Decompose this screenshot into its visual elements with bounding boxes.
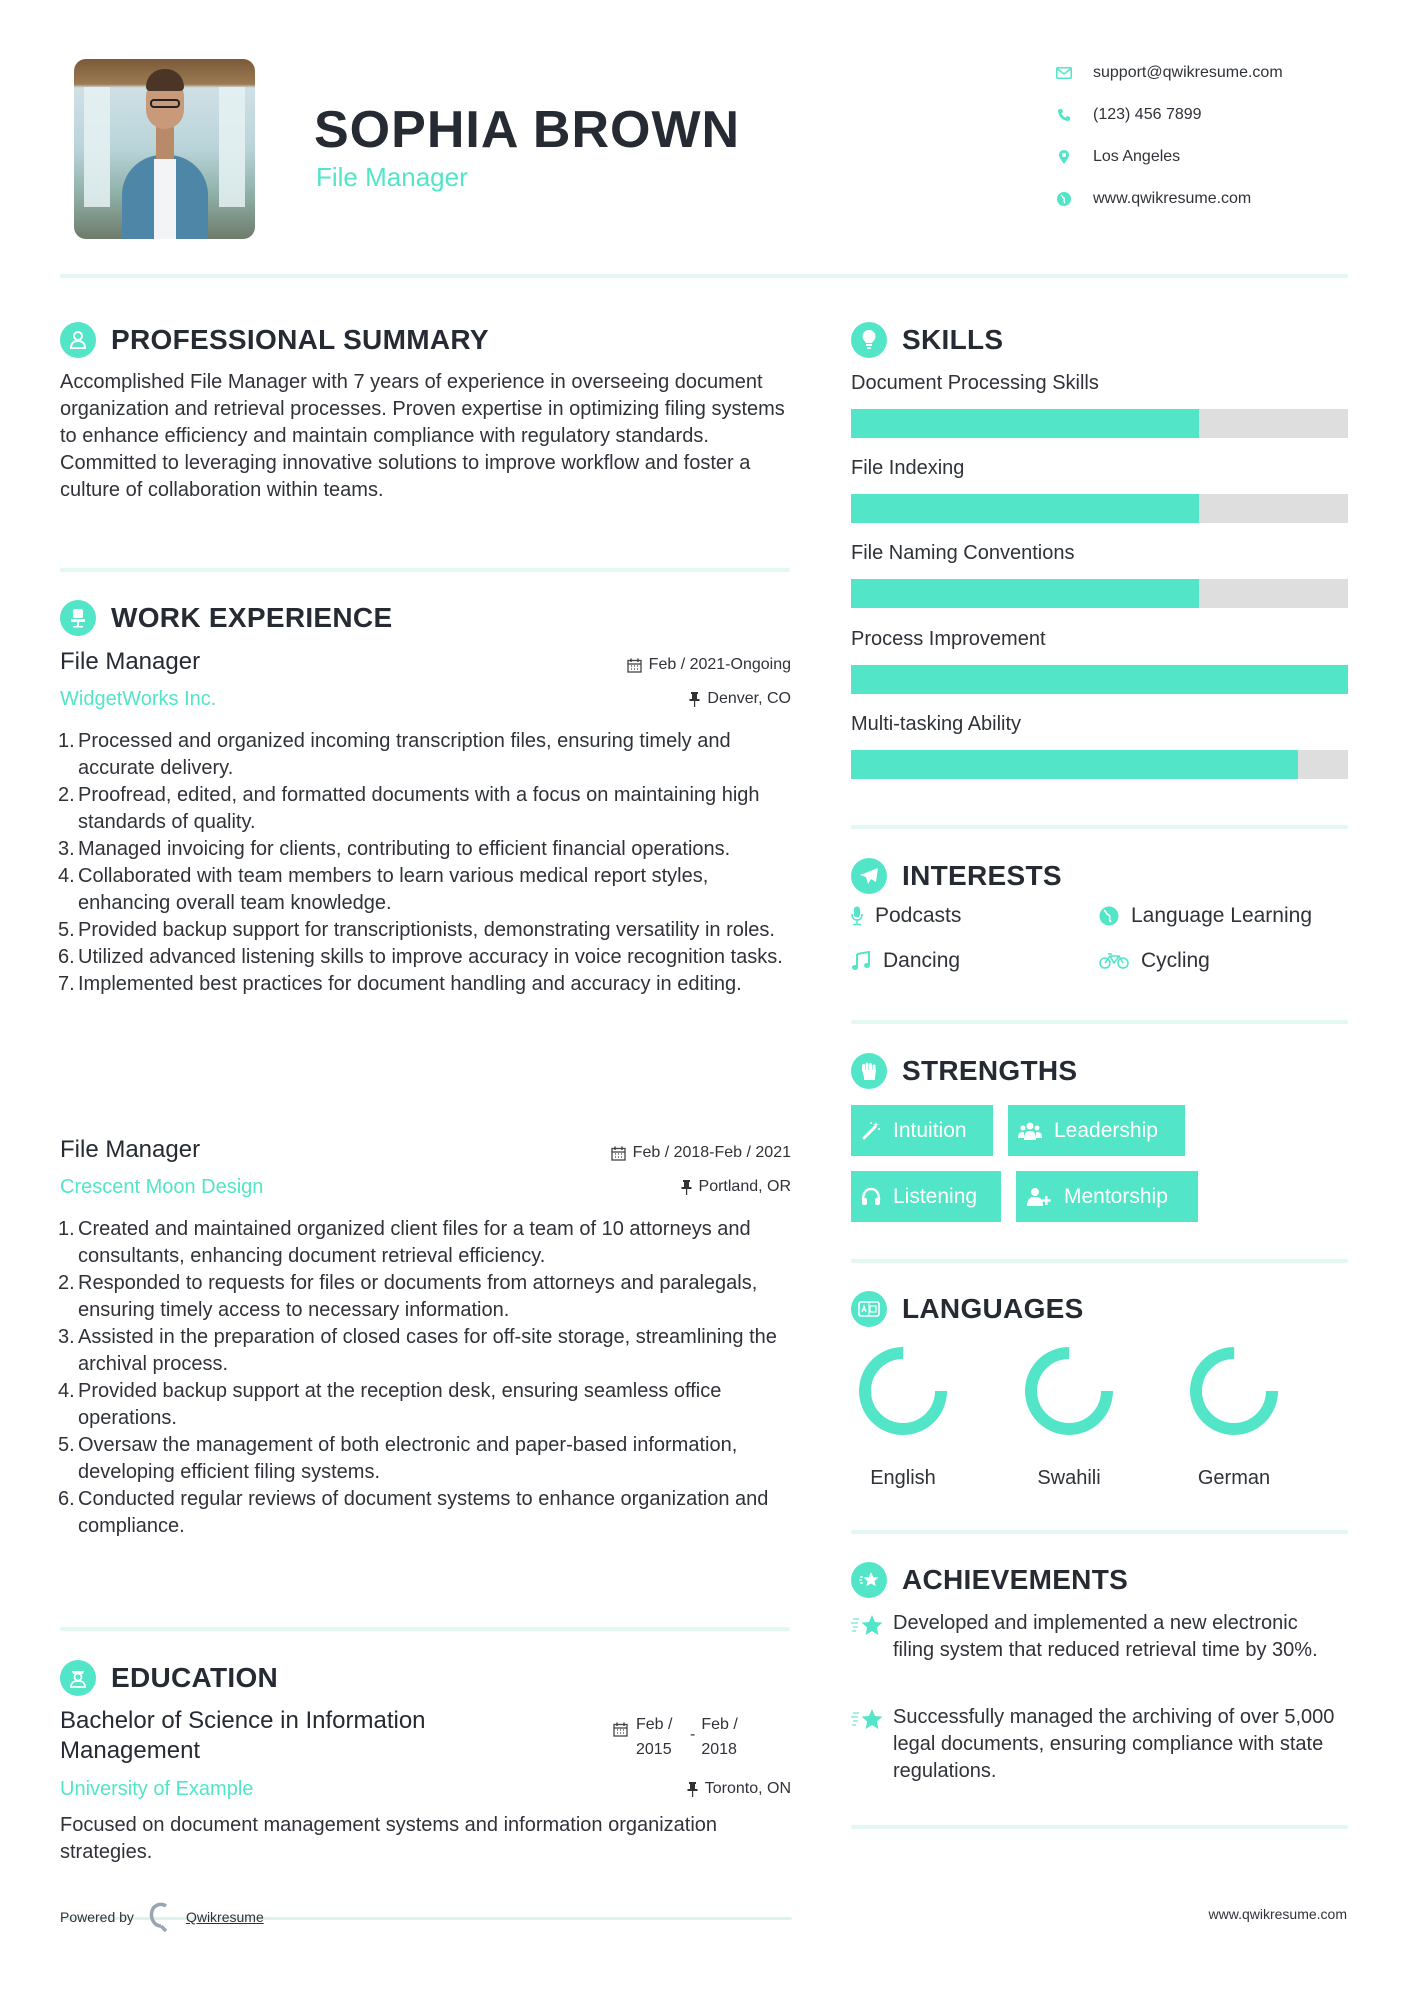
user-plus-icon [1026, 1187, 1052, 1207]
education-heading [60, 1660, 278, 1696]
photo-hair [146, 69, 184, 91]
language-label: German [1197, 1467, 1271, 1489]
strength-chip [1008, 1105, 1185, 1156]
strength-chip [851, 1105, 993, 1156]
job-company: Crescent Moon Design [60, 1176, 264, 1198]
skill-label: Process Improvement [851, 628, 1046, 650]
list-item: Assisted in the preparation of closed cases for off-site storage, streamlining the archival process. [78, 1326, 777, 1375]
job-company: WidgetWorks Inc. [60, 688, 217, 710]
experience-heading [60, 600, 392, 636]
photo-neck [156, 125, 174, 159]
skill-label: File Indexing [851, 457, 965, 479]
calendar-icon [627, 658, 642, 673]
education-location [687, 1780, 791, 1798]
contact-email[interactable] [1055, 52, 1283, 94]
interest-item [1099, 904, 1312, 928]
language-progress-ring [858, 1346, 948, 1436]
pushpin-icon [681, 1180, 692, 1195]
job-dates [611, 1144, 791, 1162]
job-bullets [60, 728, 790, 998]
job-dates [627, 656, 791, 674]
education-description: Focused on document management systems and information organization strategies. [60, 1814, 718, 1863]
languages-heading [851, 1291, 1084, 1327]
headphones-icon [861, 1187, 881, 1207]
calendar-icon [613, 1722, 628, 1737]
school-name: University of Example [60, 1778, 254, 1800]
chair-icon [60, 600, 96, 636]
list-item: Conducted regular reviews of document systems to enhance organization and compliance. [78, 1488, 769, 1537]
skill-bar [851, 494, 1348, 523]
contact-location [1055, 136, 1283, 178]
star-icon [851, 1610, 893, 1664]
language-label: Swahili [1037, 1467, 1101, 1489]
summary-text: Accomplished File Manager with 7 years of experience in overseeing document organization and retrieval processes. Proven expertise in optimizing filing systems to enhance efficiency and maintain compliance with regulatory standards. Committed to leveraging innovative solutions to improve workflow and foster a culture of collaboration within teams. [60, 371, 785, 501]
pushpin-icon [687, 1782, 698, 1797]
skills-heading [851, 322, 1003, 358]
list-item: Proofread, edited, and formatted documents with a focus on maintaining high standards of quality. [78, 784, 760, 833]
lightbulb-icon [851, 322, 887, 358]
qwikresume-link[interactable]: Qwikresume [185, 1909, 264, 1925]
paper-plane-icon [851, 858, 887, 894]
strengths-heading [851, 1053, 1077, 1089]
list-item: Implemented best practices for document handling and accuracy in editing. [78, 973, 742, 995]
summary-heading [60, 322, 489, 358]
interest-item [1099, 949, 1210, 973]
language-progress-ring [1024, 1346, 1114, 1436]
achievements-divider [851, 1825, 1348, 1829]
microphone-icon [851, 906, 863, 926]
job-dates-text: Feb / 2021-Ongoing [648, 656, 791, 673]
qwikresume-logo-icon [148, 1902, 174, 1932]
interest-item [851, 904, 961, 928]
languages-title: LANGUAGES [902, 1293, 1084, 1324]
skill-bar [851, 409, 1348, 438]
list-item: Utilized advanced listening skills to improve accuracy in voice recognition tasks. [78, 946, 783, 968]
job-location-text: Denver, CO [707, 690, 791, 707]
interest-item [851, 949, 960, 973]
magic-wand-icon [861, 1121, 881, 1141]
contact-phone-text: (123) 456 7899 [1093, 106, 1202, 123]
list-item: Managed invoicing for clients, contributing to efficient financial operations. [78, 838, 731, 860]
language-item [1174, 1346, 1294, 1490]
fist-icon [851, 1053, 887, 1089]
interest-label: Cycling [1141, 949, 1210, 972]
language-progress-ring [1189, 1346, 1279, 1436]
pushpin-icon [689, 692, 700, 707]
skills-divider [851, 825, 1348, 829]
powered-by-label: Powered by [60, 1909, 134, 1925]
star-icon [851, 1704, 893, 1785]
skill-bar-fill [851, 409, 1199, 438]
strength-label: Mentorship [1064, 1184, 1168, 1208]
photo-glasses [150, 99, 180, 108]
contact-email-text: support@qwikresume.com [1093, 64, 1283, 81]
achievement-text: Developed and implemented a new electronic filing system that reduced retrieval time by 30%. [893, 1612, 1318, 1661]
powered-by [60, 1902, 264, 1932]
skill-bar [851, 750, 1348, 779]
photo-window [84, 87, 110, 207]
list-item: Collaborated with team members to learn various medical report styles, enhancing overall team knowledge. [78, 865, 709, 914]
languages-divider [851, 1530, 1348, 1534]
skill-bar [851, 665, 1348, 694]
graduate-icon [60, 1660, 96, 1696]
achievement-text: Successfully managed the archiving of over 5,000 legal documents, ensuring compliance with state regulations. [893, 1706, 1335, 1782]
language-item [1009, 1346, 1129, 1490]
photo-window [219, 87, 245, 207]
calendar-icon [611, 1146, 626, 1161]
strengths-title: STRENGTHS [902, 1055, 1078, 1086]
map-pin-icon [1055, 148, 1073, 166]
list-item: Created and maintained organized client files for a team of 10 attorneys and consultants, enhancing document retrieval efficiency. [78, 1218, 751, 1267]
list-item: Responded to requests for files or documents from attorneys and paralegals, ensuring timely access to necessary information. [78, 1272, 758, 1321]
education-start: Feb / 2015 [636, 1716, 673, 1758]
job-bullets [60, 1216, 790, 1540]
achievement-item [851, 1704, 1341, 1785]
date-separator: - [690, 1726, 696, 1743]
header-divider [60, 274, 1348, 278]
user-icon [60, 322, 96, 358]
photo-shirt [154, 159, 176, 239]
globe-icon [1099, 906, 1119, 926]
job-location-text: Portland, OR [698, 1178, 791, 1195]
skill-label: Multi-tasking Ability [851, 713, 1022, 735]
strength-chip [851, 1171, 1001, 1222]
list-item: Provided backup support for transcriptionists, demonstrating versatility in roles. [78, 919, 775, 941]
skill-bar-fill [851, 494, 1199, 523]
skills-title: SKILLS [902, 324, 1004, 355]
strength-label: Intuition [893, 1118, 967, 1142]
education-title: EDUCATION [111, 1662, 279, 1693]
contact-phone[interactable] [1055, 94, 1283, 136]
strength-label: Listening [893, 1184, 978, 1208]
experience-divider [60, 1627, 790, 1631]
footer-website[interactable]: www.qwikresume.com [1208, 1906, 1347, 1922]
job-location [681, 1178, 791, 1196]
contact-info [1055, 52, 1283, 220]
candidate-role: File Manager [316, 162, 468, 192]
interests-heading [851, 858, 1062, 894]
education-end: Feb / 2018 [701, 1716, 738, 1758]
job-title: File Manager [60, 1136, 201, 1163]
contact-location-text: Los Angeles [1093, 148, 1181, 165]
strength-chip [1016, 1171, 1198, 1222]
contact-website-text: www.qwikresume.com [1093, 190, 1252, 207]
strengths-divider [851, 1259, 1348, 1263]
education-location-text: Toronto, ON [704, 1780, 791, 1797]
profile-photo [74, 59, 255, 239]
envelope-icon [1055, 64, 1073, 82]
language-label: English [870, 1467, 936, 1489]
interest-label: Language Learning [1131, 904, 1313, 927]
list-item: Processed and organized incoming transcription files, ensuring timely and accurate delivery. [78, 730, 731, 779]
interest-label: Podcasts [875, 904, 962, 927]
achievement-item [851, 1610, 1341, 1664]
achievements-heading [851, 1562, 1128, 1598]
summary-divider [60, 568, 790, 572]
degree-title: Bachelor of Science in Information Management [60, 1707, 426, 1764]
skill-bar [851, 579, 1348, 608]
skill-bar-fill [851, 579, 1199, 608]
music-icon [851, 951, 871, 971]
experience-title: WORK EXPERIENCE [111, 602, 393, 633]
phone-icon [1055, 106, 1073, 124]
job-location [689, 690, 791, 708]
strength-label: Leadership [1054, 1118, 1158, 1142]
list-item: Provided backup support at the reception desk, ensuring seamless office operations. [78, 1380, 722, 1429]
job-title: File Manager [60, 648, 201, 675]
interests-title: INTERESTS [902, 860, 1062, 891]
globe-icon [1055, 190, 1073, 208]
contact-website[interactable] [1055, 178, 1283, 220]
bicycle-icon [1099, 952, 1129, 970]
summary-title: PROFESSIONAL SUMMARY [111, 324, 489, 355]
interests-divider [851, 1020, 1348, 1024]
interest-label: Dancing [883, 949, 961, 972]
achievements-title: ACHIEVEMENTS [902, 1564, 1129, 1595]
resume-header [0, 0, 1407, 280]
language-card-icon [851, 1291, 887, 1327]
skill-bar-fill [851, 665, 1348, 694]
job-dates-text: Feb / 2018-Feb / 2021 [632, 1144, 791, 1161]
users-icon [1018, 1121, 1042, 1141]
education-dates [613, 1712, 745, 1762]
skill-label: Document Processing Skills [851, 372, 1099, 394]
star-badge-icon [851, 1562, 887, 1598]
list-item: Oversaw the management of both electronic and paper-based information, developing efficient filing systems. [78, 1434, 738, 1483]
skill-bar-fill [851, 750, 1298, 779]
skill-label: File Naming Conventions [851, 542, 1075, 564]
candidate-name: SOPHIA BROWN [314, 101, 741, 159]
language-item [843, 1346, 963, 1490]
